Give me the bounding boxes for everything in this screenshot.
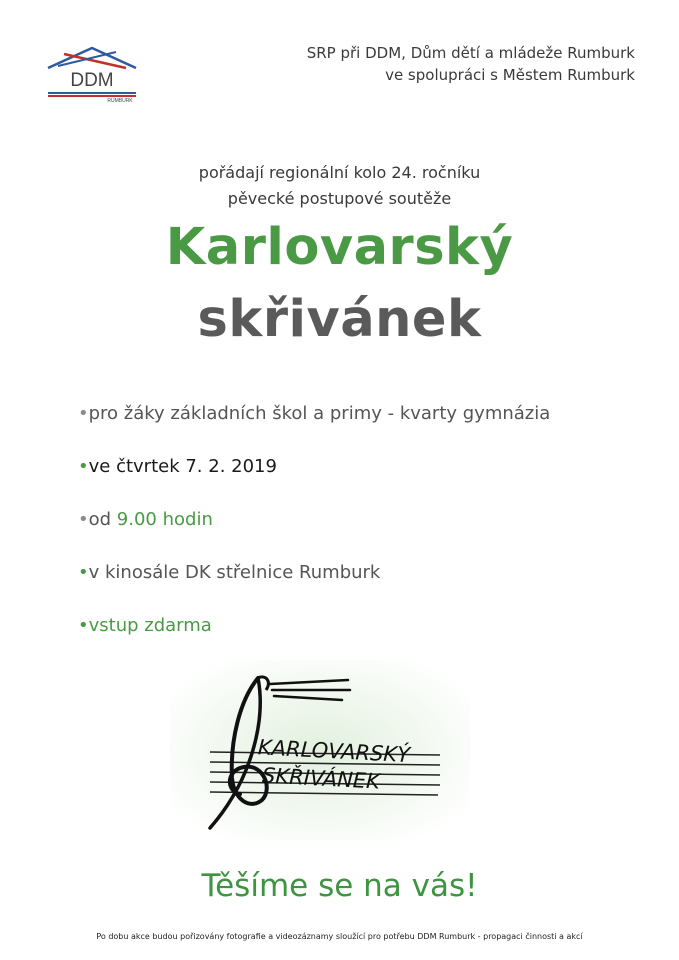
bullet-marker: • [78, 615, 89, 636]
detail-audience-text: pro žáky základních škol a primy - kvarty gymnázia [88, 403, 551, 424]
detail-audience [78, 403, 658, 429]
logo-text: DDM [70, 70, 114, 91]
event-details [78, 403, 658, 668]
organizer-line-1: SRP při DDM, Dům dětí a mládeže Rumburk [306, 44, 635, 62]
emblem-line-2: SKŘIVÁNEK [261, 763, 381, 794]
detail-time-value: 9.00 hodin [116, 509, 213, 530]
bullet-marker: • [78, 509, 89, 530]
title-line-1: Karlovarský [165, 218, 514, 277]
organizer-line-2: ve spolupráci s Městem Rumburk [385, 66, 635, 84]
organizers [307, 42, 635, 86]
detail-venue [78, 562, 658, 588]
detail-time-prefix: od [88, 509, 117, 530]
bullet-marker: • [78, 562, 89, 583]
ddm-logo [44, 44, 140, 102]
intro-line-2: pěvecké postupové soutěže [227, 189, 452, 208]
bullet-marker: • [78, 456, 89, 477]
emblem-line-1: KARLOVARSKÝ [257, 735, 411, 768]
bullet-marker: • [78, 403, 89, 424]
title-line-2: skřivánek [197, 290, 482, 349]
photo-notice: Po dobu akce budou pořizovány fotografie a videozáznamy sloužící pro potřebu DDM Rumburk - propagaci činnosti a akcí [96, 932, 583, 941]
logo-subtext: RUMBURK [107, 98, 133, 102]
detail-time [78, 509, 658, 535]
greeting: Těšíme se na vás! [201, 868, 478, 904]
intro-line-1: pořádají regionální kolo 24. ročníku [198, 163, 481, 182]
intro [0, 160, 679, 212]
detail-date [78, 456, 658, 482]
detail-admission [78, 615, 658, 641]
detail-date-text: ve čtvrtek 7. 2. 2019 [88, 456, 277, 477]
detail-venue-text: v kinosále DK střelnice Rumburk [88, 562, 381, 583]
karlovarsky-skrivanek-emblem [170, 660, 470, 840]
detail-admission-text: vstup zdarma [88, 615, 212, 636]
